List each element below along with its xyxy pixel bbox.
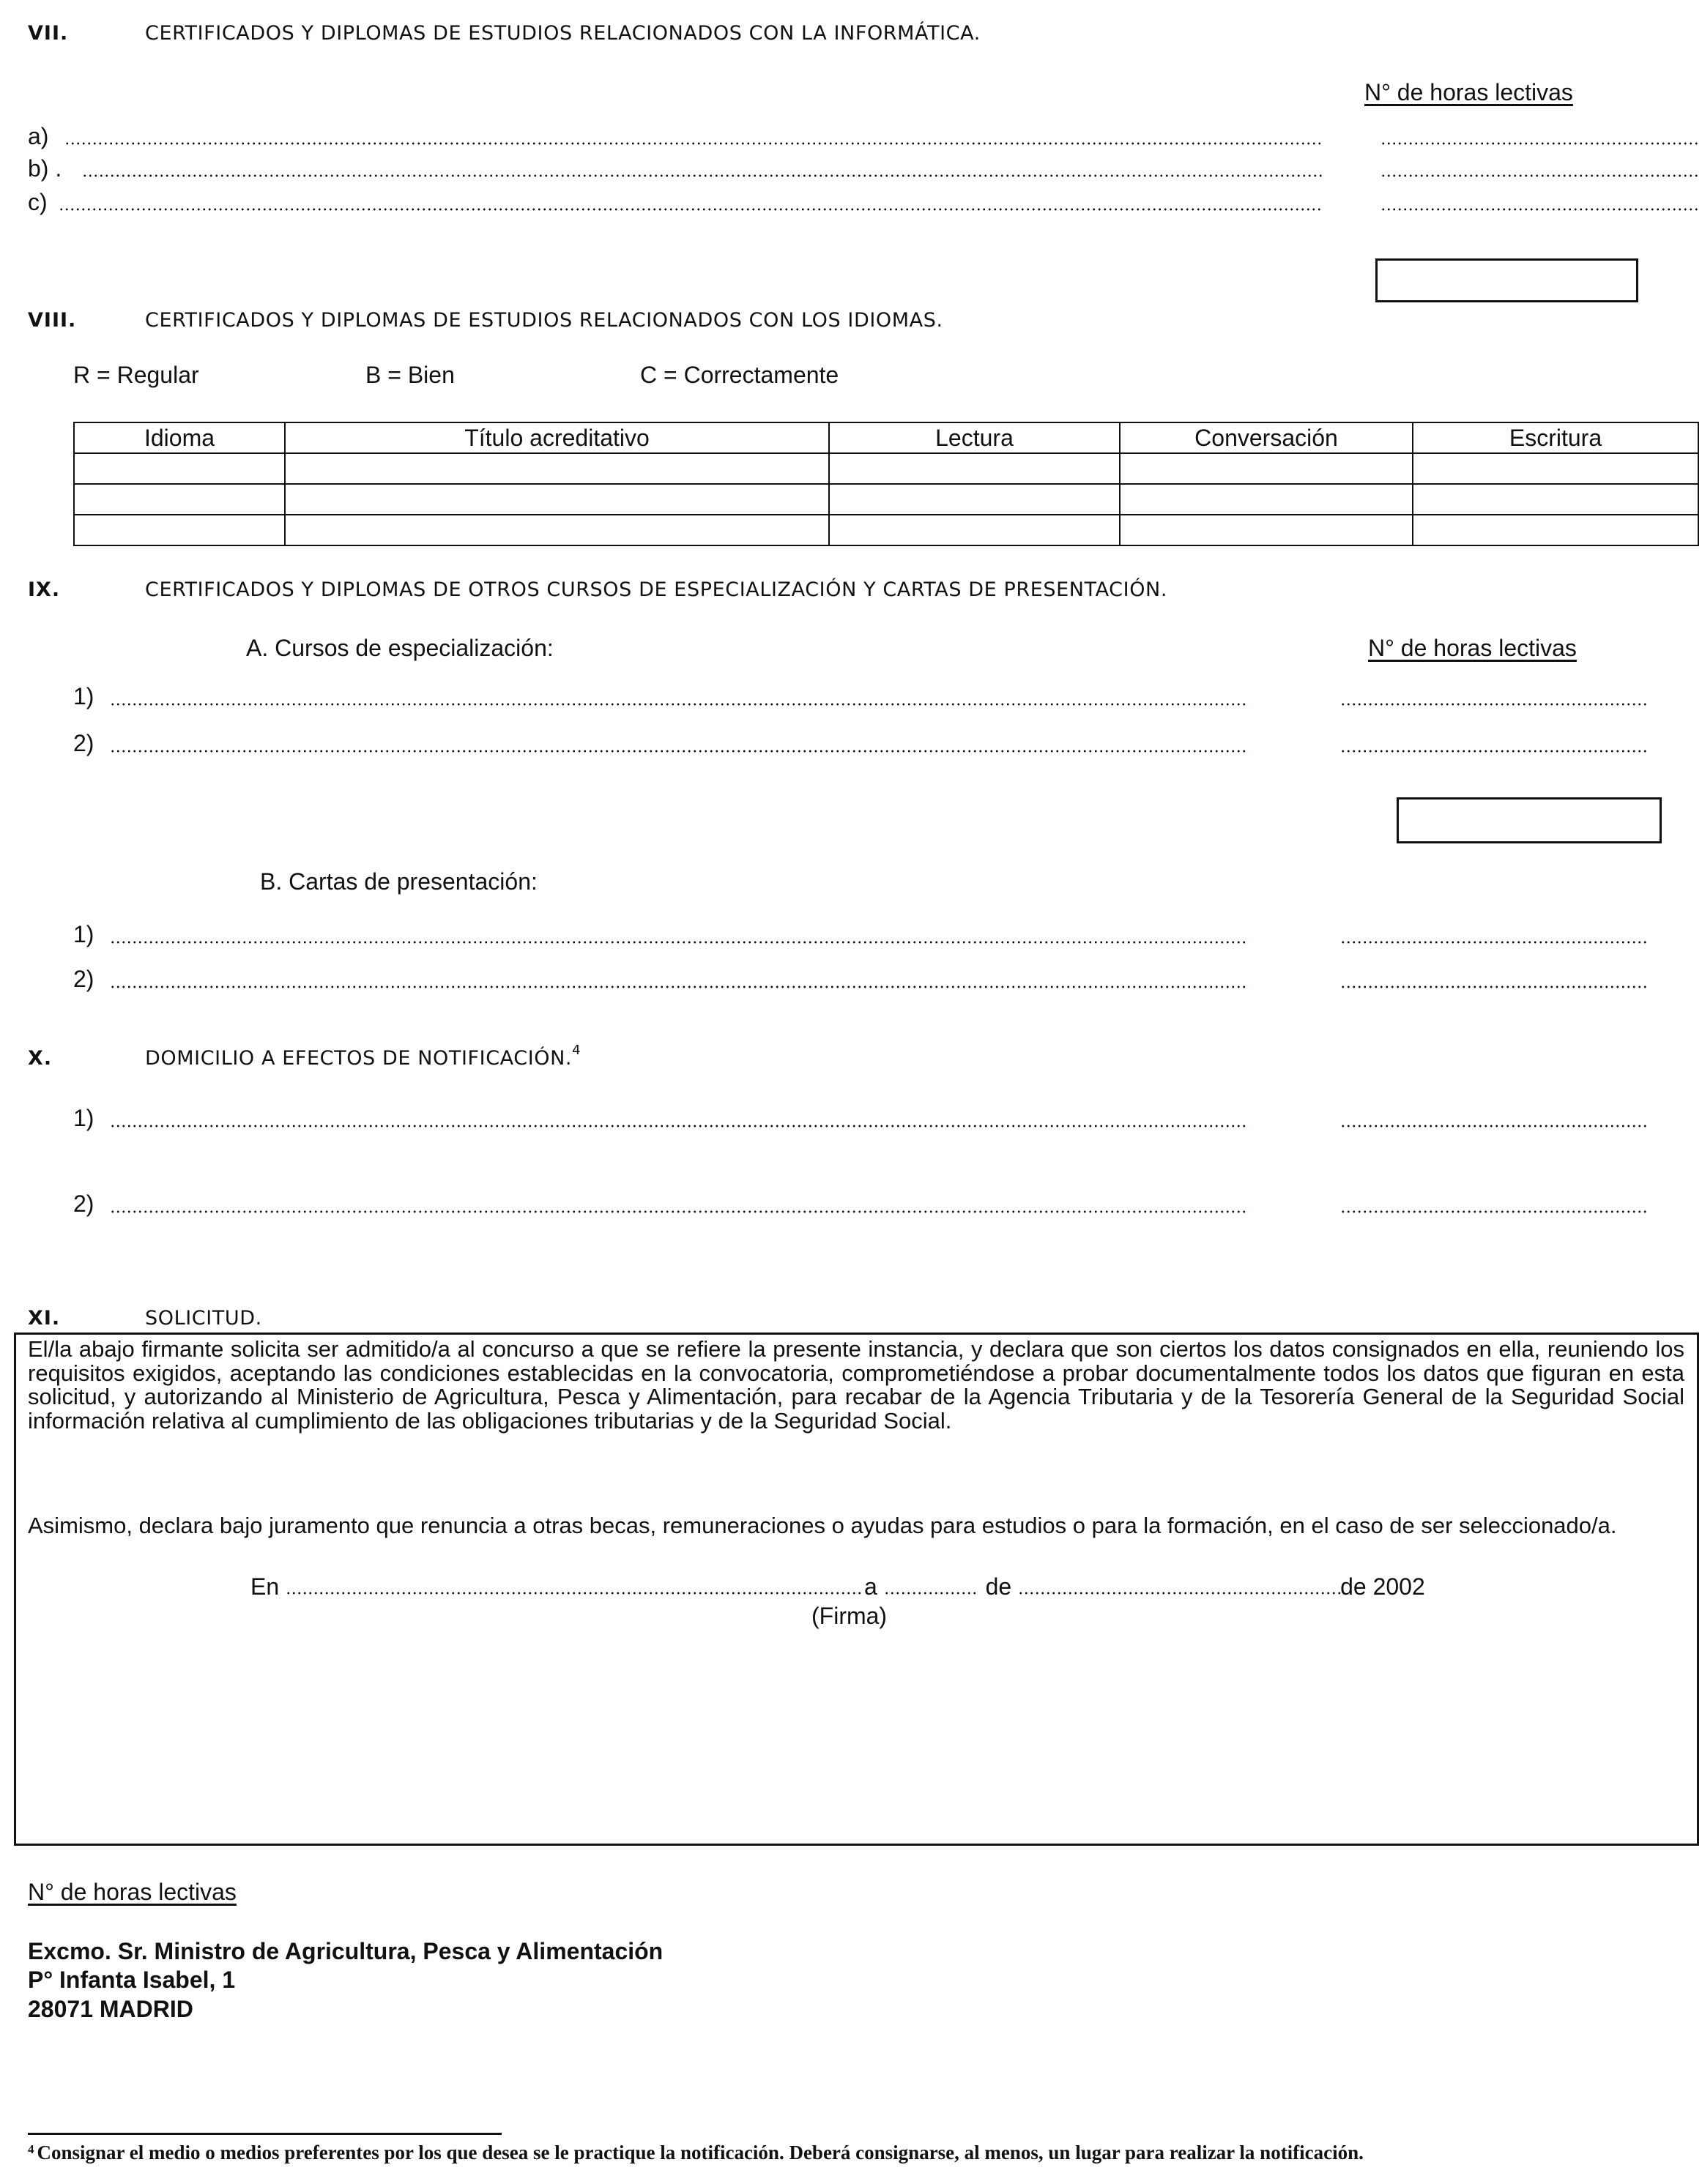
- carta-extra-1-field[interactable]: [1340, 941, 1649, 944]
- section-ix-title: CERTIFICADOS Y DIPLOMAS DE OTROS CURSOS DE ESPECIALIZACIÓN Y CARTAS DE PRESENTACIÓN.: [145, 578, 1168, 601]
- date-de-label: de: [985, 1573, 1012, 1600]
- address-line-1: Excmo. Sr. Ministro de Agricultura, Pesca y Alimentación: [28, 1938, 664, 1964]
- table-cell-escritura[interactable]: [1413, 453, 1698, 484]
- date-line: [250, 1573, 1425, 1600]
- section-x-number: X.: [28, 1047, 53, 1070]
- footnote-divider: [28, 2133, 502, 2135]
- informatica-hours-b-field[interactable]: [1380, 174, 1698, 177]
- column-header-titulo: Título acreditativo: [285, 422, 829, 453]
- section-xi-number: XI.: [28, 1307, 61, 1330]
- address-line-2: P° Infanta Isabel, 1: [28, 1967, 236, 1993]
- table-cell-lectura[interactable]: [829, 453, 1120, 484]
- table-row: [74, 453, 1698, 484]
- table-cell-titulo[interactable]: [285, 484, 829, 515]
- domicilio-entry-1-field[interactable]: [110, 1125, 1249, 1128]
- table-row: [74, 484, 1698, 515]
- table-header-row: [74, 422, 1698, 453]
- date-en-label: En: [250, 1573, 280, 1600]
- legend-bien: B = Bien: [365, 362, 455, 388]
- month-field[interactable]: [1018, 1592, 1340, 1595]
- item-label: 2): [73, 730, 94, 756]
- item-label: a): [28, 123, 49, 149]
- footnote-number: 4: [28, 2142, 34, 2156]
- section-x-title: [145, 1043, 581, 1070]
- section-viii-number: VIII.: [28, 309, 77, 332]
- item-label: b) .: [28, 155, 62, 182]
- date-year-label: de 2002: [1340, 1573, 1425, 1600]
- informatica-entry-a-field[interactable]: [64, 142, 1322, 145]
- bottom-hours-label: N° de horas lectivas: [28, 1879, 237, 1905]
- item-label: 1): [73, 1105, 94, 1131]
- cursos-hours-header: N° de horas lectivas: [1368, 635, 1577, 661]
- solicitud-paragraph-1: El/la abajo firmante solicita ser admitido/a al concurso a que se refiere la presente instancia, y declara que son ciertos los datos consignados en ella, reuniendo los requisitos exigidos, aceptando las condiciones establecidas en la convocatoria, comprometiéndose a probar documentalmente todos los datos que figuran en esta solicitud, y autorizando al Ministerio de Agricultura, Pesca y Alimentación, para recabar de la Agencia Tributaria y de la Tesorería General de la Seguridad Social información relativa al cumplimiento de las obligaciones tributarias y de la Seguridad Social.: [28, 1336, 1684, 1434]
- section-xi-title: SOLICITUD.: [145, 1307, 262, 1330]
- curso-hours-1-field[interactable]: [1340, 703, 1649, 706]
- column-header-escritura: Escritura: [1413, 422, 1698, 453]
- table-cell-idioma[interactable]: [74, 453, 285, 484]
- table-cell-escritura[interactable]: [1413, 515, 1698, 545]
- footnote: [28, 2142, 1683, 2163]
- signature-label: (Firma): [811, 1603, 888, 1629]
- section-vii-hours-header: N° de horas lectivas: [1364, 79, 1573, 105]
- table-cell-escritura[interactable]: [1413, 484, 1698, 515]
- date-a-label: a: [864, 1573, 877, 1600]
- item-label: 2): [73, 966, 94, 992]
- section-vii-title: CERTIFICADOS Y DIPLOMAS DE ESTUDIOS RELACIONADOS CON LA INFORMÁTICA.: [145, 22, 981, 45]
- table-cell-lectura[interactable]: [829, 484, 1120, 515]
- carta-entry-1-field[interactable]: [110, 941, 1249, 944]
- curso-hours-2-field[interactable]: [1340, 750, 1649, 753]
- curso-entry-1-field[interactable]: [110, 703, 1249, 706]
- table-cell-titulo[interactable]: [285, 453, 829, 484]
- section-ix-number: IX.: [28, 578, 61, 601]
- domicilio-extra-1-field[interactable]: [1340, 1125, 1649, 1128]
- solicitud-box: [14, 1333, 1699, 1846]
- column-header-idioma: Idioma: [74, 422, 285, 453]
- table-cell-conversacion[interactable]: [1120, 453, 1413, 484]
- footnote-text: Consignar el medio o medios preferentes por los que desea se le practique la notificación. Deberá consignarse, al menos, un lugar para realizar la notificación.: [37, 2142, 1364, 2163]
- place-field[interactable]: [286, 1592, 864, 1595]
- domicilio-entry-2-field[interactable]: [110, 1210, 1249, 1213]
- table-cell-idioma[interactable]: [74, 515, 285, 545]
- curso-entry-2-field[interactable]: [110, 750, 1249, 753]
- day-field[interactable]: [884, 1592, 979, 1595]
- domicilio-extra-2-field[interactable]: [1340, 1210, 1649, 1213]
- item-label: 1): [73, 683, 94, 709]
- signature-area[interactable]: [16, 1628, 1697, 1844]
- cartas-presentacion-heading: B. Cartas de presentación:: [260, 868, 538, 895]
- table-row: [74, 515, 1698, 545]
- legend-correctamente: C = Correctamente: [640, 362, 839, 388]
- address-line-3: 28071 MADRID: [28, 1996, 193, 2022]
- section-x-title-text: DOMICILIO A EFECTOS DE NOTIFICACIÓN.: [145, 1047, 573, 1070]
- carta-extra-2-field[interactable]: [1340, 985, 1649, 988]
- informatica-hours-c-field[interactable]: [1380, 208, 1698, 211]
- languages-table: [73, 422, 1699, 546]
- informatica-entry-c-field[interactable]: [59, 208, 1322, 211]
- table-cell-conversacion[interactable]: [1120, 515, 1413, 545]
- informatica-total-hours-box[interactable]: [1375, 258, 1638, 302]
- solicitud-paragraph-2: Asimismo, declara bajo juramento que renuncia a otras becas, remuneraciones o ayudas para estudios o para la formación, en el caso de ser seleccionado/a.: [28, 1513, 1617, 1538]
- table-cell-idioma[interactable]: [74, 484, 285, 515]
- item-label: 2): [73, 1190, 94, 1217]
- cursos-total-hours-box[interactable]: [1397, 797, 1662, 843]
- item-label: 1): [73, 921, 94, 947]
- footnote-reference: 4: [572, 1043, 581, 1058]
- column-header-lectura: Lectura: [829, 422, 1120, 453]
- table-cell-titulo[interactable]: [285, 515, 829, 545]
- cursos-especializacion-heading: A. Cursos de especialización:: [246, 635, 554, 661]
- item-label: c): [28, 189, 48, 215]
- section-viii-title: CERTIFICADOS Y DIPLOMAS DE ESTUDIOS RELACIONADOS CON LOS IDIOMAS.: [145, 309, 943, 332]
- table-cell-lectura[interactable]: [829, 515, 1120, 545]
- table-cell-conversacion[interactable]: [1120, 484, 1413, 515]
- informatica-entry-b-field[interactable]: [82, 174, 1322, 177]
- informatica-hours-a-field[interactable]: [1380, 142, 1698, 145]
- column-header-conversacion: Conversación: [1120, 422, 1413, 453]
- carta-entry-2-field[interactable]: [110, 985, 1249, 988]
- section-vii-number: VII.: [28, 22, 69, 45]
- legend-regular: R = Regular: [73, 362, 199, 388]
